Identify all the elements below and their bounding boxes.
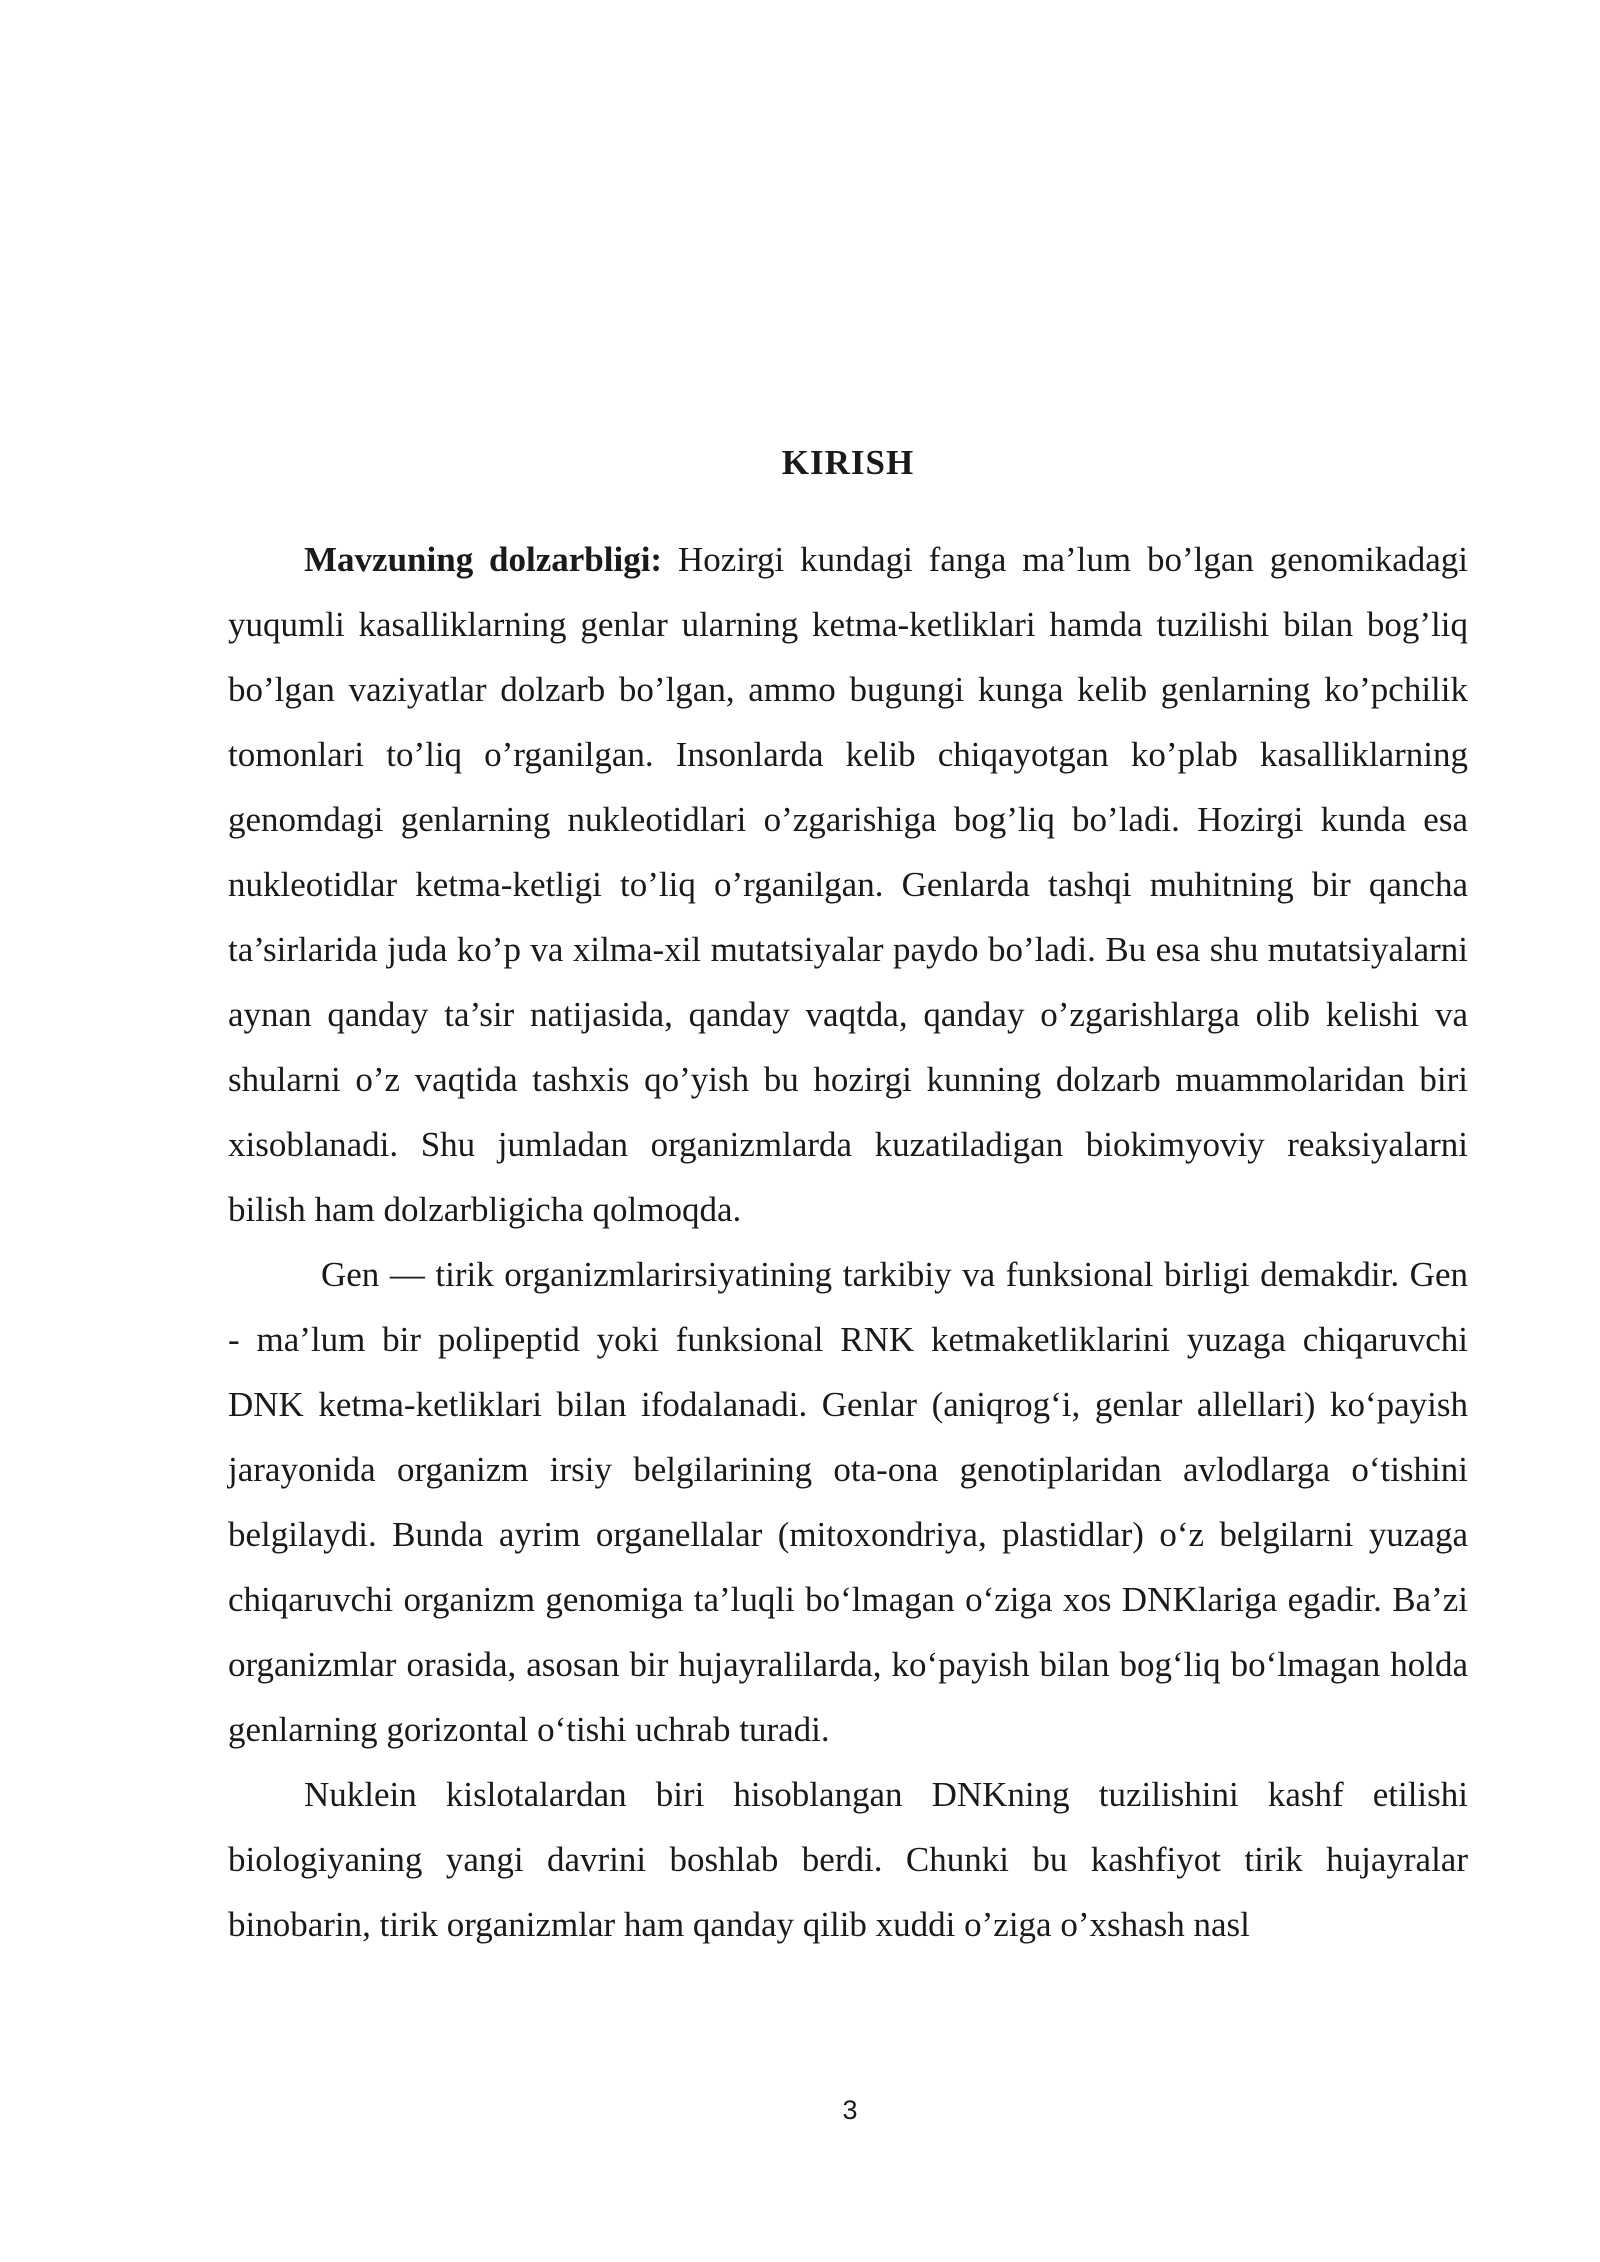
paragraph-text: Hozirgi kundagi fanga ma’lum bo’lgan genomikadagi yuqumli kasalliklarning genlar ularning ketma-ketliklari hamda tuzilishi bilan bog’liq bo’lgan vaziyatlar dolzarb bo’lgan, ammo bugungi kunga kelib genlarning ko’pchilik tomonlari to’liq o’rganilgan. Insonlarda kelib chiqayotgan ko’plab kasalliklarning genomdagi genlarning nukleotidlari o’zgarishiga bog’liq bo’ladi. Hozirgi kunda esa nukleotidlar ketma-ketligi to’liq o’rganilgan. Genlarda tashqi muhitning bir qancha ta’sirlarida juda ko’p va xilma-xil mutatsiyalar paydo bo’ladi. Bu esa shu mutatsiyalarni aynan qanday ta’sir natijasida, qanday vaqtda, qanday o’zgarishlarga olib kelishi va shularni o’z vaqtida tashxis qo’yish bu hozirgi kunning dolzarb muammolaridan biri xisoblanadi. Shu jumladan organizmlarda kuzatiladigan biokimyoviy reaksiyalarni bilish ham dolzarbligicha qolmoqda. (228, 540, 1468, 1229)
paragraph-dna-structure (228, 1762, 1468, 1957)
paragraph-text: Gen — tirik organizmlarirsiyatining tarkibiy va funksional birligi demakdir. Gen - ma’lum bir polipeptid yoki funksional RNK ketmaketliklarini yuzaga chiqaruvchi DNK ketma-ketliklari bilan ifodalanadi. Genlar (aniqrog‘i, genlar allellari) ko‘payish jarayonida organizm irsiy belgilarining ota-ona genotiplaridan avlodlarga o‘tishini belgilaydi. Bunda ayrim organellalar (mitoxondriya, plastidlar) o‘z belgilarni yuzaga chiqaruvchi organizm genomiga ta’luqli bo‘lmagan o‘ziga xos DNKlariga egadir. Ba’zi organizmlar orasida, asosan bir hujayralilarda, ko‘payish bilan bog‘liq bo‘lmagan holda genlarning gorizontal o‘tishi uchrab turadi. (228, 1255, 1468, 1749)
paragraph-relevance (228, 527, 1468, 1242)
paragraph-lead: Mavzuning dolzarbligi: (304, 540, 663, 579)
paragraph-text: Nuklein kislotalardan biri hisoblangan DNKning tuzilishini kashf etilishi biologiyaning yangi davrini boshlab berdi. Chunki bu kashfiyot tirik hujayralar binobarin, tirik organizmlar ham qanday qilib xuddi o’ziga o’xshash nasl (228, 1775, 1468, 1944)
page-number: 3 (842, 2095, 858, 2125)
section-heading: KIRISH (781, 443, 915, 482)
body-text (228, 527, 1468, 1957)
paragraph-gene-definition (228, 1242, 1468, 1762)
